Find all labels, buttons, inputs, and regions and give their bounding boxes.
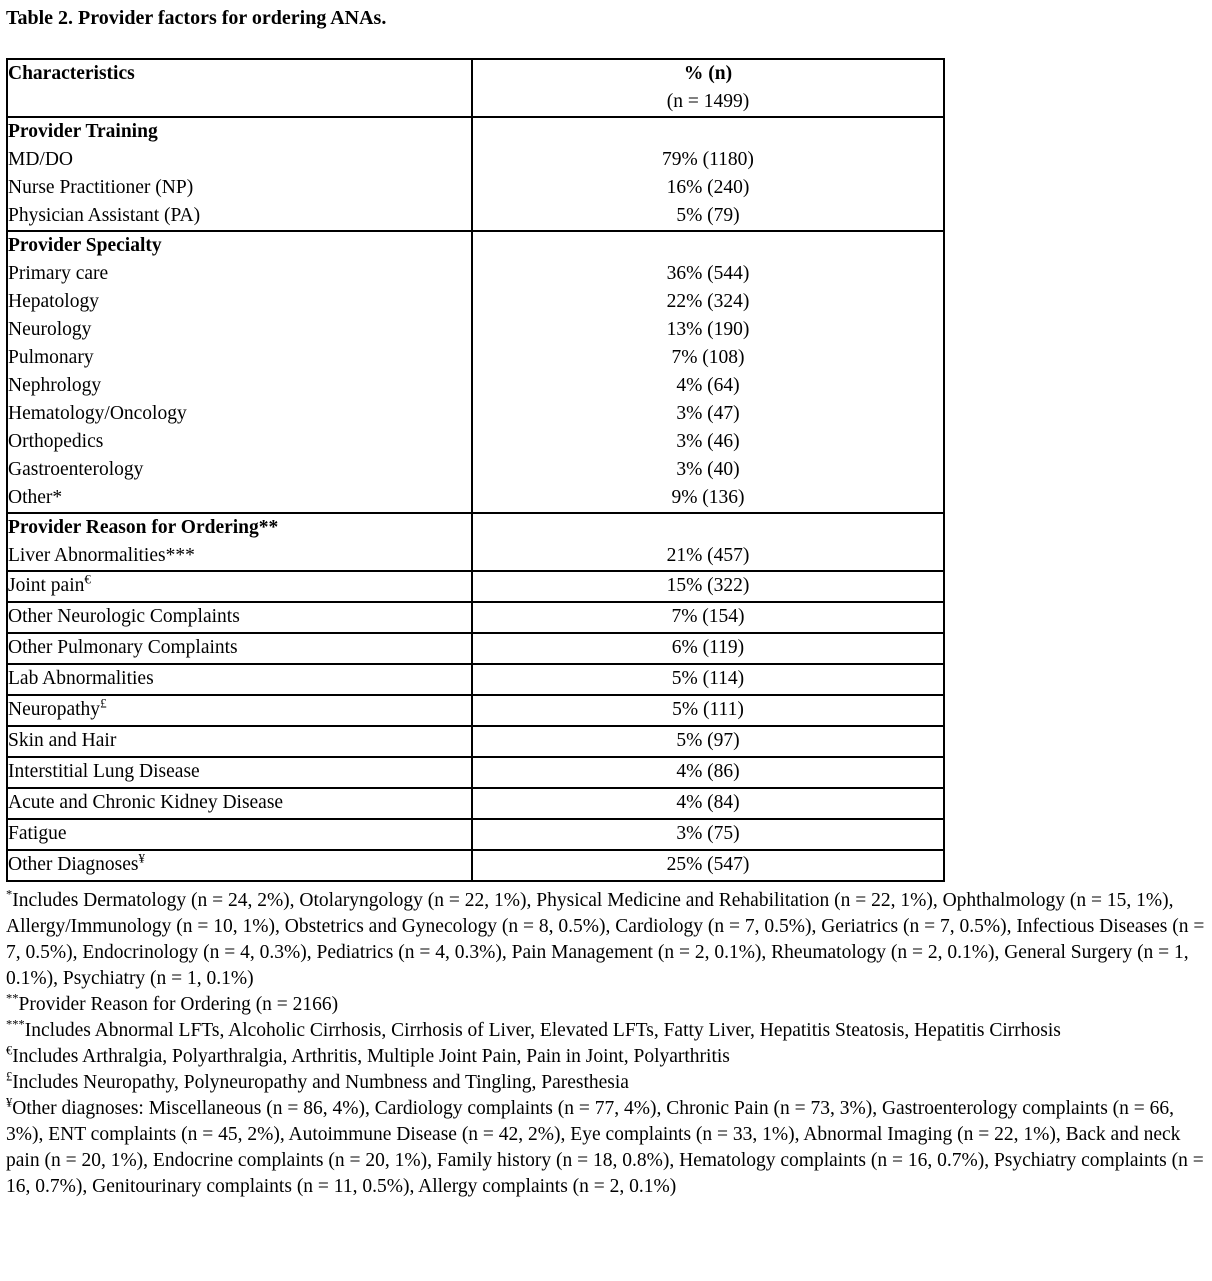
table-row-skin-and-hair	[7, 726, 944, 757]
section-heading: Provider Specialty	[8, 235, 162, 256]
row-label-sup: £	[100, 695, 107, 711]
row-label: Nurse Practitioner (NP)	[8, 177, 194, 198]
row-label: Joint pain	[8, 575, 85, 596]
row-value: 22% (324)	[666, 291, 750, 312]
row-value: 7% (108)	[671, 347, 745, 368]
section-provider-specialty	[7, 231, 944, 513]
section-values-cell	[472, 231, 944, 513]
row-label: Hepatology	[8, 291, 99, 312]
footnote-text: Provider Reason for Ordering (n = 2166)	[18, 994, 339, 1015]
section-labels-cell	[7, 513, 472, 571]
row-label: Skin and Hair	[8, 730, 117, 751]
row-value: 5% (111)	[472, 695, 944, 726]
row-value: 7% (154)	[472, 602, 944, 633]
row-value: 5% (79)	[676, 205, 740, 226]
row-value: 3% (47)	[676, 403, 740, 424]
row-value: 9% (136)	[671, 487, 745, 508]
row-value: 5% (114)	[472, 664, 944, 695]
row-value: 6% (119)	[472, 633, 944, 664]
row-value: 21% (457)	[666, 545, 750, 566]
row-label-cell	[7, 695, 472, 726]
percent-n-header: % (n)	[683, 63, 733, 84]
row-label: Primary care	[8, 263, 109, 284]
row-value: 4% (64)	[676, 375, 740, 396]
table-row-kidney-disease	[7, 788, 944, 819]
row-label: Orthopedics	[8, 431, 104, 452]
n-total-label: (n = 1499)	[666, 91, 750, 112]
footnote-text: Includes Arthralgia, Polyarthralgia, Arthritis, Multiple Joint Pain, Pain in Joint, Polyarthritis	[12, 1046, 730, 1067]
footnotes	[6, 888, 1208, 1200]
row-value: 3% (75)	[472, 819, 944, 850]
table-row-interstitial-lung-disease	[7, 757, 944, 788]
section-provider-reason	[7, 513, 944, 571]
row-label-sup: ¥	[138, 850, 146, 866]
row-label: Nephrology	[8, 375, 102, 396]
section-labels-cell	[7, 117, 472, 231]
row-value: 79% (1180)	[662, 149, 754, 170]
footnote-pound	[6, 1070, 1208, 1096]
section-values-cell	[472, 117, 944, 231]
row-label-cell	[7, 571, 472, 602]
footnote-yen	[6, 1096, 1208, 1200]
footnote-marker: €	[6, 1043, 13, 1058]
footnote-text: Other diagnoses: Miscellaneous (n = 86, 4%), Cardiology complaints (n = 77, 4%), Chronic Pain (n = 73, 3%), Gastroenterology complaints (n = 66, 3%), ENT complaints (n = 45, 2%), Autoimmune Disease (n = 42, 2%), Eye complaints (n = 33, 1%), Abnormal Imaging (n = 22, 1%), Back and neck pain (n = 20, 1%), Endocrine complaints (n = 20, 1%), Family history (n = 18, 0.8%), Hematology complaints (n = 16, 0.7%), Psychiatry complaints (n = 16, 0.7%), Genitourinary complaints (n = 11, 0.5%), Allergy complaints (n = 2, 0.1%)	[6, 1098, 1204, 1197]
row-label: Liver Abnormalities***	[8, 545, 195, 566]
section-heading: Provider Reason for Ordering**	[8, 517, 279, 538]
row-label: Other Diagnoses	[8, 854, 139, 875]
table-row-other-pulmonary	[7, 633, 944, 664]
footnote-asterisk	[6, 888, 1208, 992]
row-label: Other*	[8, 487, 63, 508]
row-value: 3% (40)	[676, 459, 740, 480]
characteristics-header: Characteristics	[8, 63, 135, 84]
footnote-euro	[6, 1044, 1208, 1070]
row-label: Neuropathy	[8, 699, 101, 720]
row-label-cell	[7, 633, 472, 664]
section-provider-training	[7, 117, 944, 231]
row-label: Pulmonary	[8, 347, 94, 368]
table-row-other-diagnoses	[7, 850, 944, 881]
table-row-other-neurologic	[7, 602, 944, 633]
footnote-marker: £	[6, 1069, 13, 1084]
row-label: Lab Abnormalities	[8, 668, 154, 689]
row-label-cell	[7, 819, 472, 850]
row-label-sup: €	[84, 571, 91, 587]
footnote-text: Includes Abnormal LFTs, Alcoholic Cirrhosis, Cirrhosis of Liver, Elevated LFTs, Fatty Liver, Hepatitis Steatosis, Hepatitis Cirrhosis	[24, 1020, 1061, 1041]
row-value: 4% (86)	[472, 757, 944, 788]
row-value: 4% (84)	[472, 788, 944, 819]
row-label-cell	[7, 788, 472, 819]
section-values-cell	[472, 513, 944, 571]
row-label-cell	[7, 664, 472, 695]
spacer-line	[473, 514, 943, 542]
row-label: MD/DO	[8, 149, 74, 170]
footnote-marker: *	[6, 887, 13, 902]
row-value: 3% (46)	[676, 431, 740, 452]
footnote-marker: ¥	[6, 1095, 13, 1110]
footnote-double-asterisk	[6, 992, 1208, 1018]
row-label-cell	[7, 726, 472, 757]
row-label: Fatigue	[8, 823, 67, 844]
row-value: 15% (322)	[472, 571, 944, 602]
section-labels-cell	[7, 231, 472, 513]
row-value: 16% (240)	[666, 177, 750, 198]
table-row-joint-pain	[7, 571, 944, 602]
table-row-lab-abnormalities	[7, 664, 944, 695]
row-label-cell	[7, 757, 472, 788]
table-row-neuropathy	[7, 695, 944, 726]
footnote-text: Includes Neuropathy, Polyneuropathy and Numbness and Tingling, Paresthesia	[12, 1072, 629, 1093]
percent-header-cell	[472, 59, 944, 117]
row-label: Other Pulmonary Complaints	[8, 637, 238, 658]
row-value: 36% (544)	[666, 263, 750, 284]
footnote-marker: ***	[6, 1017, 25, 1032]
row-label: Interstitial Lung Disease	[8, 761, 200, 782]
row-label: Gastroenterology	[8, 459, 144, 480]
footnote-text: Includes Dermatology (n = 24, 2%), Otolaryngology (n = 22, 1%), Physical Medicine and Rehabilitation (n = 22, 1%), Ophthalmology (n = 15, 1%), Allergy/Immunology (n = 10, 1%), Obstetrics and Gynecology (n = 8, 0.5%), Cardiology (n = 7, 0.5%), Geriatrics (n = 7, 0.5%), Infectious Diseases (n = 7, 0.5%), Endocrinology (n = 4, 0.3%), Pediatrics (n = 4, 0.3%), Pain Management (n = 2, 0.1%), Rheumatology (n = 2, 0.1%), General Surgery (n = 1, 0.1%), Psychiatry (n = 1, 0.1%)	[6, 890, 1205, 989]
row-label-cell	[7, 850, 472, 881]
footnote-marker: **	[6, 991, 19, 1006]
row-value: 25% (547)	[472, 850, 944, 881]
row-label: Physician Assistant (PA)	[8, 205, 201, 226]
row-label: Acute and Chronic Kidney Disease	[8, 792, 284, 813]
row-value: 5% (97)	[472, 726, 944, 757]
spacer-line	[473, 118, 943, 146]
row-label: Other Neurologic Complaints	[8, 606, 240, 627]
table-row-fatigue	[7, 819, 944, 850]
row-label-cell	[7, 602, 472, 633]
section-heading: Provider Training	[8, 121, 158, 142]
page-title: Table 2. Provider factors for ordering ANAs.	[6, 7, 387, 29]
provider-factors-table	[6, 58, 945, 882]
row-value: 13% (190)	[666, 319, 750, 340]
row-label: Neurology	[8, 319, 92, 340]
row-label: Hematology/Oncology	[8, 403, 187, 424]
footnote-triple-asterisk	[6, 1018, 1208, 1044]
table-header-row	[7, 59, 944, 117]
characteristics-header-cell	[7, 59, 472, 117]
spacer-line	[473, 232, 943, 260]
